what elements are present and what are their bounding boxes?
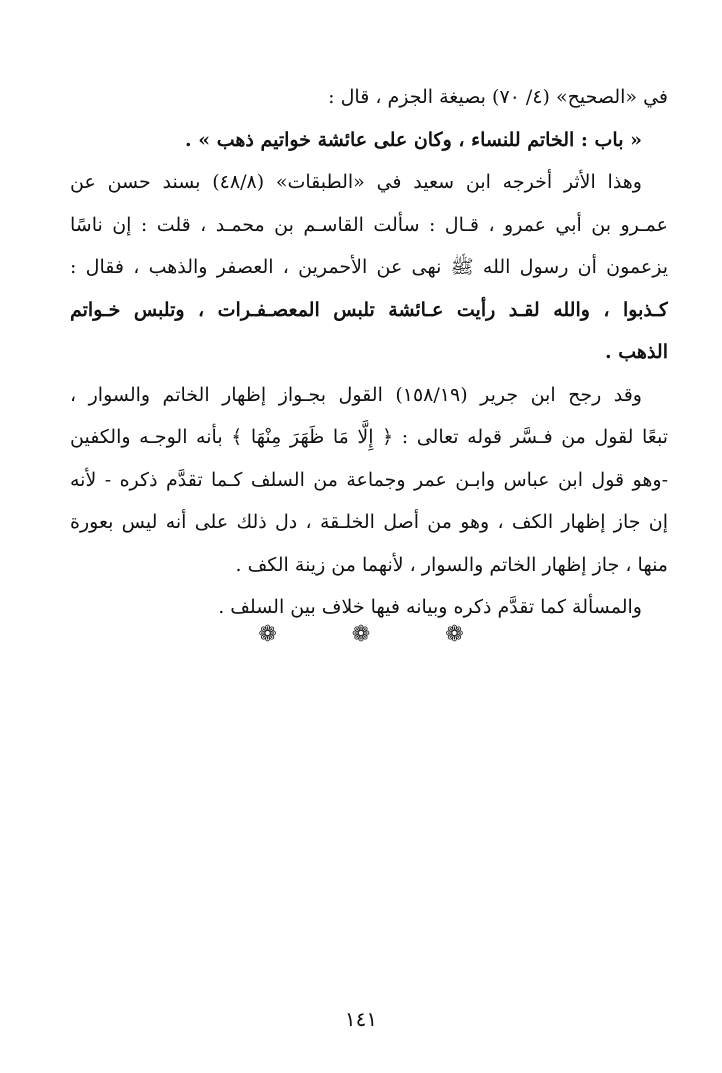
text-line-8: وقد رجح ابن جرير (١٥٨/١٩) القول بجـواز إظهار الخاتم والسوار ، bbox=[70, 383, 642, 406]
text-line-10: -وهو قول ابن عباس وابـن عمر وجماعة من السلف كـما تقدَّم ذكره - لأنه bbox=[70, 468, 668, 491]
text-line-3: وهذا الأثر أخرجه ابن سعيد في «الطبقات» (٤٨/٨) بسند حسن عن bbox=[70, 171, 642, 193]
section-ornaments: ❁ ❁ ❁ bbox=[258, 622, 498, 647]
text-line-6: كـذبوا ، والله لقـد رأيت عـائشة تلبس المعصـفـرات ، وتلبس خـواتم bbox=[70, 298, 668, 321]
body-text bbox=[70, 76, 668, 629]
text-line-12: منها ، جاز إظهار الخاتم والسوار ، لأنهما من زينة الكف . bbox=[235, 553, 668, 576]
text-line-5: يزعمون أن رسول الله ﷺ نهى عن الأحمرين ، العصفر والذهب ، فقال : bbox=[70, 256, 668, 278]
text-line-9: تبعًا لقول من فـسَّر قوله تعالى : ﴿ إِلَّا مَا ظَهَرَ مِنْهَا ﴾ بأنه الوجـه والكفين bbox=[70, 426, 668, 448]
page-number: ١٤١ bbox=[344, 1007, 378, 1031]
text-line-1: في «الصحيح» (٤/ ٧٠) بصيغة الجزم ، قال : bbox=[328, 86, 668, 108]
text-line-4: عمـرو بن أبي عمرو ، قـال : سألت القاسـم بن محمـد ، قلت : إن ناسًا bbox=[70, 213, 668, 236]
text-line-11: إن جاز إظهار الكف ، وهو من أصل الخلـقة ، دل ذلك على أنه ليس بعورة bbox=[70, 511, 668, 533]
text-line-7: الذهب . bbox=[605, 341, 668, 363]
text-line-2: « باب : الخاتم للنساء ، وكان على عائشة خواتيم ذهب » . bbox=[184, 128, 642, 151]
text-line-13: والمسألة كما تقدَّم ذكره وبيانه فيها خلاف بين السلف . bbox=[218, 596, 642, 618]
